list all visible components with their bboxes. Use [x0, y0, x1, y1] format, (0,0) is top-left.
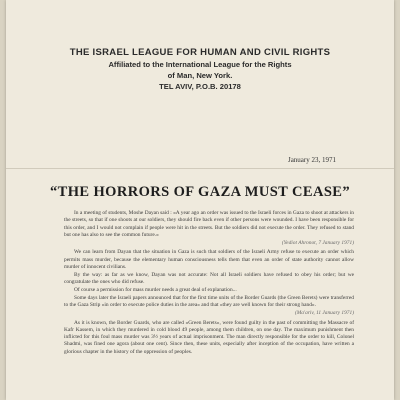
- citation: (Yediot Ahronot, 7 January 1971): [281, 239, 354, 246]
- body-paragraph: Of course a permission for mass murder needs a great deal of explanation...: [74, 286, 237, 293]
- letterhead: [6, 46, 394, 92]
- affiliation-line-2: of Man, New York.: [167, 71, 233, 80]
- citation: (Ma'ariv, 11 January 1971): [294, 310, 354, 317]
- organization-name: THE ISRAEL LEAGUE FOR HUMAN AND CIVIL RIGHTS: [69, 47, 331, 58]
- affiliation-line-1: Affiliated to the International League for the Rights: [108, 60, 292, 69]
- body-paragraph: By the way: as far as we know, Dayan was not accurate: Not all Israeli soldiers have refused to obey his order; but we congratulate the ones who did refuse.: [64, 271, 354, 286]
- body-paragraph: As it is known, the Border Guards, who are called «Green Berets», were found guilty in the past of committing the Massacre of Kafr Kassem, in which they murdered in cold blood 49 people, among them children, on one day. The maximum punishment then inflicted for this foul mass murder was 3½ years of actual imprisonment. The man directly responsible for the order to kill, Colonel Shadmi, was fined one agora (about one cent). Since then, these units, especially after inception of the occupation, have written a glorious chapter in the history of the oppression of peoples.: [64, 319, 354, 355]
- body-paragraph: Some days later the Israeli papers announced that for the first time units of the Border Guards (the Green Berets) were transferred to the Gaza Strip «in order to execute police duties in the area» and that «they are well known for their strong hand».: [64, 294, 354, 309]
- document-title: “THE HORRORS OF GAZA MUST CEASE”: [49, 184, 351, 200]
- body-paragraph: In a meeting of students, Moshe Dayan said : «A year ago an order was issued to the Israeli forces in Gaza to shoot at attackers in the streets, so that if one shoots at our soldiers, they should fire back even if other persons were wounded. I have been responsible for this order, and I would not complain if people were hit in the streets. But the soldiers did not execute the order. They refused to stand but one has also to see the common future.»: [64, 210, 354, 238]
- body-paragraph: We can learn from Dayan that the situation in Gaza is such that soldiers of the Israeli Army refuse to execute an order which permits mass murder, because the elementary human consciousness tells them that even an order of state authority cannot allow murder of innocent civilians.: [64, 249, 354, 270]
- document-date: January 23, 1971: [287, 156, 336, 164]
- postal-address: TEL AVIV, P.O.B. 20178: [159, 82, 241, 91]
- paper-fold-crease: [6, 168, 394, 169]
- document-body: [64, 210, 354, 357]
- document-page: [6, 0, 394, 400]
